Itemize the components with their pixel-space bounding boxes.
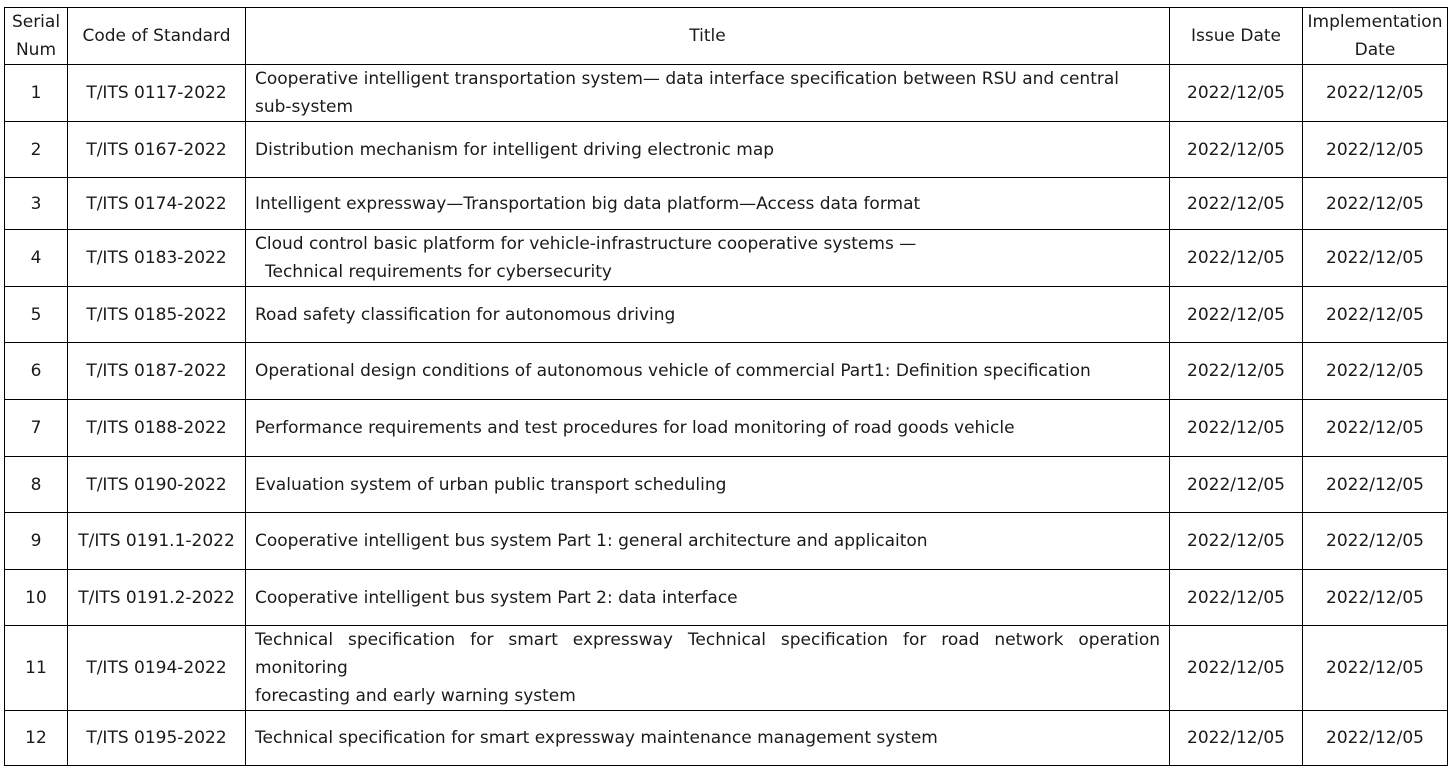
code-cell: T/ITS 0187-2022 <box>68 343 246 400</box>
implementation-date-cell: 2022/12/05 <box>1303 513 1448 570</box>
table-row <box>5 570 1448 626</box>
implementation-date-cell: 2022/12/05 <box>1303 343 1448 400</box>
issue-date-cell: 2022/12/05 <box>1170 626 1303 711</box>
implementation-date-cell: 2022/12/05 <box>1303 400 1448 457</box>
serial-num-cell: 12 <box>5 711 68 766</box>
title-cell: Technical specification for smart expressway Technical specification for road network operation monitoring forecasting and early warning system <box>246 626 1170 711</box>
implementation-date-cell: 2022/12/05 <box>1303 230 1448 287</box>
code-cell: T/ITS 0183-2022 <box>68 230 246 287</box>
code-cell: T/ITS 0167-2022 <box>68 122 246 178</box>
title-cell: Cooperative intelligent bus system Part 1: general architecture and applicaiton <box>246 513 1170 570</box>
code-cell: T/ITS 0195-2022 <box>68 711 246 766</box>
code-cell: T/ITS 0191.1-2022 <box>68 513 246 570</box>
serial-num-cell: 2 <box>5 122 68 178</box>
implementation-date-cell: 2022/12/05 <box>1303 570 1448 626</box>
title-cell: Technical specification for smart expressway maintenance management system <box>246 711 1170 766</box>
serial-num-cell: 5 <box>5 287 68 343</box>
serial-num-cell: 8 <box>5 457 68 513</box>
title-cell: Performance requirements and test procedures for load monitoring of road goods vehicle <box>246 400 1170 457</box>
title-cell: Cooperative intelligent transportation system— data interface specification between RSU and central sub-system <box>246 65 1170 122</box>
table-row <box>5 513 1448 570</box>
header-row <box>5 8 1448 65</box>
serial-num-cell: 1 <box>5 65 68 122</box>
issue-date-cell: 2022/12/05 <box>1170 230 1303 287</box>
implementation-date-cell: 2022/12/05 <box>1303 711 1448 766</box>
table-row <box>5 287 1448 343</box>
implementation-date-cell: 2022/12/05 <box>1303 287 1448 343</box>
code-cell: T/ITS 0188-2022 <box>68 400 246 457</box>
header-code-of-standard: Code of Standard <box>68 8 246 65</box>
issue-date-cell: 2022/12/05 <box>1170 178 1303 230</box>
title-cell: Intelligent expressway—Transportation big data platform—Access data format <box>246 178 1170 230</box>
issue-date-cell: 2022/12/05 <box>1170 65 1303 122</box>
code-cell: T/ITS 0185-2022 <box>68 287 246 343</box>
code-cell: T/ITS 0117-2022 <box>68 65 246 122</box>
implementation-date-cell: 2022/12/05 <box>1303 65 1448 122</box>
implementation-date-cell: 2022/12/05 <box>1303 626 1448 711</box>
serial-num-cell: 11 <box>5 626 68 711</box>
table-row <box>5 400 1448 457</box>
table-row <box>5 626 1448 711</box>
title-cell: Distribution mechanism for intelligent driving electronic map <box>246 122 1170 178</box>
title-cell: Evaluation system of urban public transport scheduling <box>246 457 1170 513</box>
serial-num-cell: 3 <box>5 178 68 230</box>
code-cell: T/ITS 0190-2022 <box>68 457 246 513</box>
table-row <box>5 343 1448 400</box>
serial-num-cell: 10 <box>5 570 68 626</box>
implementation-date-cell: 2022/12/05 <box>1303 122 1448 178</box>
issue-date-cell: 2022/12/05 <box>1170 287 1303 343</box>
code-cell: T/ITS 0194-2022 <box>68 626 246 711</box>
table-row <box>5 178 1448 230</box>
issue-date-cell: 2022/12/05 <box>1170 343 1303 400</box>
serial-num-cell: 4 <box>5 230 68 287</box>
serial-num-cell: 7 <box>5 400 68 457</box>
table-row <box>5 457 1448 513</box>
header-serial-num: Serial Num <box>5 8 68 65</box>
issue-date-cell: 2022/12/05 <box>1170 513 1303 570</box>
table-row <box>5 65 1448 122</box>
issue-date-cell: 2022/12/05 <box>1170 457 1303 513</box>
title-cell: Operational design conditions of autonomous vehicle of commercial Part1: Definition specification <box>246 343 1170 400</box>
table-row <box>5 230 1448 287</box>
header-implementation-date: Implementation Date <box>1303 8 1448 65</box>
issue-date-cell: 2022/12/05 <box>1170 400 1303 457</box>
serial-num-cell: 6 <box>5 343 68 400</box>
title-cell: Cloud control basic platform for vehicle-infrastructure cooperative systems — Technical requirements for cybersecurity <box>246 230 1170 287</box>
standards-table <box>4 7 1448 766</box>
header-title: Title <box>246 8 1170 65</box>
table-header <box>5 8 1448 65</box>
issue-date-cell: 2022/12/05 <box>1170 570 1303 626</box>
table-body <box>5 65 1448 766</box>
issue-date-cell: 2022/12/05 <box>1170 122 1303 178</box>
serial-num-cell: 9 <box>5 513 68 570</box>
code-cell: T/ITS 0174-2022 <box>68 178 246 230</box>
implementation-date-cell: 2022/12/05 <box>1303 457 1448 513</box>
implementation-date-cell: 2022/12/05 <box>1303 178 1448 230</box>
title-cell: Cooperative intelligent bus system Part 2: data interface <box>246 570 1170 626</box>
issue-date-cell: 2022/12/05 <box>1170 711 1303 766</box>
title-cell: Road safety classification for autonomous driving <box>246 287 1170 343</box>
code-cell: T/ITS 0191.2-2022 <box>68 570 246 626</box>
table-row <box>5 122 1448 178</box>
table-row <box>5 711 1448 766</box>
header-issue-date: Issue Date <box>1170 8 1303 65</box>
